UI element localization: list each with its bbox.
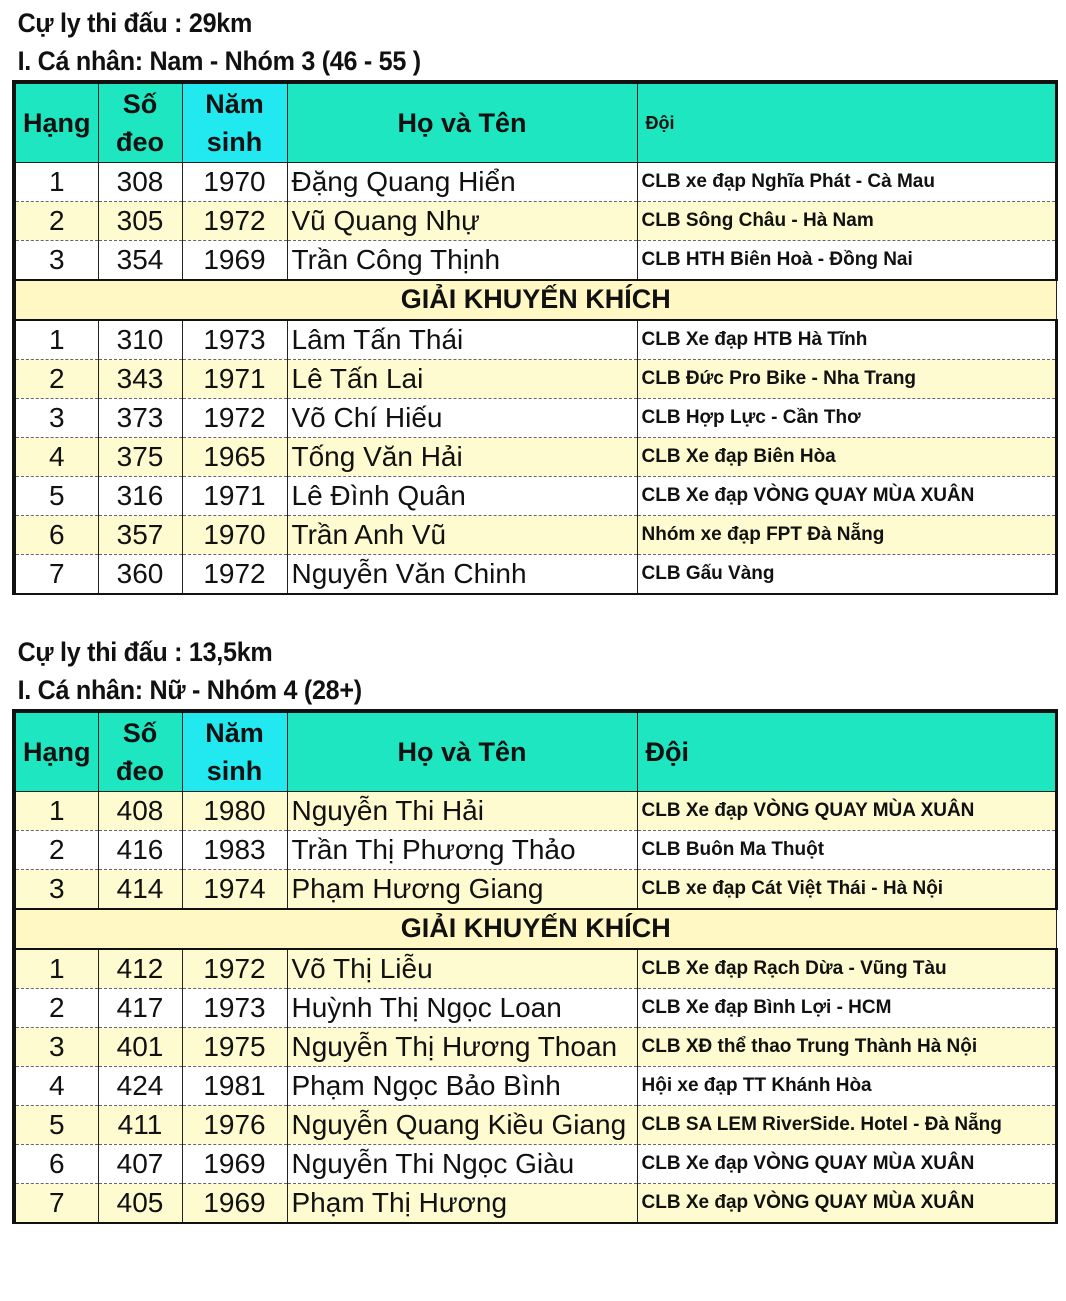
- table-row: [14, 515, 1056, 554]
- consolation-prize-band: [14, 280, 1056, 320]
- table-row: [14, 988, 1056, 1027]
- birth-year-cell: 1971: [182, 476, 287, 515]
- birth-year-cell: 1972: [182, 949, 287, 989]
- team-cell: CLB xe đạp Cát Việt Thái - Hà Nội: [637, 869, 1056, 909]
- rank-cell: 2: [14, 988, 98, 1027]
- name-cell: Trần Thị Phương Thảo: [287, 830, 637, 869]
- header-full-name: Họ và Tên: [287, 82, 637, 162]
- name-cell: Huỳnh Thị Ngọc Loan: [287, 988, 637, 1027]
- rank-cell: 3: [14, 869, 98, 909]
- bib-cell: 417: [98, 988, 182, 1027]
- team-cell: CLB Xe đạp Biên Hòa: [637, 437, 1056, 476]
- birth-year-cell: 1975: [182, 1027, 287, 1066]
- birth-year-cell: 1983: [182, 830, 287, 869]
- table-row: [14, 1144, 1056, 1183]
- team-cell: CLB SA LEM RiverSide. Hotel - Đà Nẵng: [637, 1105, 1056, 1144]
- name-cell: Vũ Quang Nhự: [287, 201, 637, 240]
- rank-cell: 7: [14, 554, 98, 594]
- birth-year-cell: 1969: [182, 240, 287, 280]
- name-cell: Lâm Tấn Thái: [287, 320, 637, 360]
- name-cell: Trần Anh Vũ: [287, 515, 637, 554]
- table-row: [14, 476, 1056, 515]
- rank-cell: 2: [14, 359, 98, 398]
- rank-cell: 1: [14, 949, 98, 989]
- birth-year-cell: 1980: [182, 791, 287, 830]
- name-cell: Trần Công Thịnh: [287, 240, 637, 280]
- results-table-body: [14, 791, 1056, 1223]
- header-rank: Hạng: [14, 82, 98, 162]
- birth-year-cell: 1972: [182, 201, 287, 240]
- consolation-prize-band: [14, 909, 1056, 949]
- results-table: [12, 80, 1058, 595]
- name-cell: Nguyễn Thị Hương Thoan: [287, 1027, 637, 1066]
- name-cell: Nguyễn Văn Chinh: [287, 554, 637, 594]
- team-cell: CLB Gấu Vàng: [637, 554, 1056, 594]
- category-heading: I. Cá nhân: Nam - Nhóm 3 (46 - 55 ): [17, 46, 421, 76]
- birth-year-cell: 1972: [182, 554, 287, 594]
- header-rank: Hạng: [14, 711, 98, 791]
- team-cell: CLB Buôn Ma Thuột: [637, 830, 1056, 869]
- consolation-prize-title: GIẢI KHUYẾN KHÍCH: [14, 909, 1056, 949]
- rank-cell: 3: [14, 398, 98, 437]
- team-cell: Nhóm xe đạp FPT Đà Nẵng: [637, 515, 1056, 554]
- rank-cell: 5: [14, 1105, 98, 1144]
- table-row: [14, 1027, 1056, 1066]
- birth-year-cell: 1965: [182, 437, 287, 476]
- name-cell: Phạm Thị Hương: [287, 1183, 637, 1223]
- team-cell: CLB Xe đạp Rạch Dừa - Vũng Tàu: [637, 949, 1056, 989]
- table-row: [14, 398, 1056, 437]
- results-table: [12, 709, 1058, 1224]
- birth-year-cell: 1974: [182, 869, 287, 909]
- rank-cell: 1: [14, 320, 98, 360]
- consolation-prize-title: GIẢI KHUYẾN KHÍCH: [14, 280, 1056, 320]
- bib-cell: 373: [98, 398, 182, 437]
- name-cell: Lê Tấn Lai: [287, 359, 637, 398]
- category-heading: I. Cá nhân: Nữ - Nhóm 4 (28+): [17, 675, 362, 705]
- bib-cell: 401: [98, 1027, 182, 1066]
- bib-cell: 308: [98, 162, 182, 201]
- header-full-name: Họ và Tên: [287, 711, 637, 791]
- team-cell: CLB xe đạp Nghĩa Phát - Cà Mau: [637, 162, 1056, 201]
- bib-cell: 357: [98, 515, 182, 554]
- rank-cell: 3: [14, 1027, 98, 1066]
- team-cell: CLB Xe đạp HTB Hà Tĩnh: [637, 320, 1056, 360]
- birth-year-cell: 1969: [182, 1144, 287, 1183]
- table-row: [14, 240, 1056, 280]
- birth-year-cell: 1971: [182, 359, 287, 398]
- name-cell: Võ Chí Hiếu: [287, 398, 637, 437]
- team-cell: Hội xe đạp TT Khánh Hòa: [637, 1066, 1056, 1105]
- bib-cell: 360: [98, 554, 182, 594]
- header-birth-year: Năm sinh: [182, 82, 287, 162]
- bib-cell: 414: [98, 869, 182, 909]
- name-cell: Nguyễn Thi Hải: [287, 791, 637, 830]
- rank-cell: 6: [14, 1144, 98, 1183]
- team-cell: CLB Sông Châu - Hà Nam: [637, 201, 1056, 240]
- results-table-body: [14, 162, 1056, 594]
- bib-cell: 412: [98, 949, 182, 989]
- bib-cell: 416: [98, 830, 182, 869]
- header-bib: Số đeo: [98, 711, 182, 791]
- birth-year-cell: 1970: [182, 162, 287, 201]
- birth-year-cell: 1981: [182, 1066, 287, 1105]
- birth-year-cell: 1969: [182, 1183, 287, 1223]
- distance-heading: Cự ly thi đấu : 29km: [17, 8, 253, 38]
- table-row: [14, 1183, 1056, 1223]
- table-row: [14, 554, 1056, 594]
- rank-cell: 4: [14, 437, 98, 476]
- birth-year-cell: 1973: [182, 988, 287, 1027]
- team-cell: CLB XĐ thể thao Trung Thành Hà Nội: [637, 1027, 1056, 1066]
- birth-year-cell: 1972: [182, 398, 287, 437]
- bib-cell: 408: [98, 791, 182, 830]
- bib-cell: 424: [98, 1066, 182, 1105]
- bib-cell: 310: [98, 320, 182, 360]
- bib-cell: 354: [98, 240, 182, 280]
- team-cell: CLB HTH Biên Hoà - Đồng Nai: [637, 240, 1056, 280]
- distance-heading: Cự ly thi đấu : 13,5km: [17, 637, 273, 667]
- table-row: [14, 949, 1056, 989]
- name-cell: Võ Thị Liễu: [287, 949, 637, 989]
- rank-cell: 2: [14, 201, 98, 240]
- bib-cell: 305: [98, 201, 182, 240]
- name-cell: Phạm Hương Giang: [287, 869, 637, 909]
- bib-cell: 411: [98, 1105, 182, 1144]
- bib-cell: 407: [98, 1144, 182, 1183]
- team-cell: CLB Đức Pro Bike - Nha Trang: [637, 359, 1056, 398]
- bib-cell: 405: [98, 1183, 182, 1223]
- bib-cell: 316: [98, 476, 182, 515]
- rank-cell: 2: [14, 830, 98, 869]
- table-row: [14, 359, 1056, 398]
- team-cell: CLB Xe đạp VÒNG QUAY MÙA XUÂN: [637, 1144, 1056, 1183]
- table-row: [14, 1066, 1056, 1105]
- name-cell: Nguyễn Quang Kiều Giang: [287, 1105, 637, 1144]
- bib-cell: 343: [98, 359, 182, 398]
- rank-cell: 5: [14, 476, 98, 515]
- rank-cell: 4: [14, 1066, 98, 1105]
- header-team: Đội: [637, 711, 1056, 791]
- bib-cell: 375: [98, 437, 182, 476]
- birth-year-cell: 1976: [182, 1105, 287, 1144]
- rank-cell: 7: [14, 1183, 98, 1223]
- rank-cell: 3: [14, 240, 98, 280]
- birth-year-cell: 1973: [182, 320, 287, 360]
- table-row: [14, 437, 1056, 476]
- team-cell: CLB Hợp Lực - Cần Thơ: [637, 398, 1056, 437]
- team-cell: CLB Xe đạp VÒNG QUAY MÙA XUÂN: [637, 476, 1056, 515]
- rank-cell: 6: [14, 515, 98, 554]
- table-row: [14, 320, 1056, 360]
- results-section-men-group-3: [12, 4, 1054, 595]
- name-cell: Nguyễn Thi Ngọc Giàu: [287, 1144, 637, 1183]
- table-row: [14, 1105, 1056, 1144]
- name-cell: Đặng Quang Hiển: [287, 162, 637, 201]
- table-row: [14, 869, 1056, 909]
- name-cell: Lê Đình Quân: [287, 476, 637, 515]
- birth-year-cell: 1970: [182, 515, 287, 554]
- header-bib: Số đeo: [98, 82, 182, 162]
- table-row: [14, 830, 1056, 869]
- rank-cell: 1: [14, 791, 98, 830]
- rank-cell: 1: [14, 162, 98, 201]
- results-section-women-group-4: [12, 633, 1054, 1224]
- team-cell: CLB Xe đạp VÒNG QUAY MÙA XUÂN: [637, 1183, 1056, 1223]
- table-row: [14, 791, 1056, 830]
- header-birth-year: Năm sinh: [182, 711, 287, 791]
- header-team: Đội: [637, 82, 1056, 162]
- name-cell: Tống Văn Hải: [287, 437, 637, 476]
- team-cell: CLB Xe đạp Bình Lợi - HCM: [637, 988, 1056, 1027]
- table-row: [14, 162, 1056, 201]
- team-cell: CLB Xe đạp VÒNG QUAY MÙA XUÂN: [637, 791, 1056, 830]
- name-cell: Phạm Ngọc Bảo Bình: [287, 1066, 637, 1105]
- table-row: [14, 201, 1056, 240]
